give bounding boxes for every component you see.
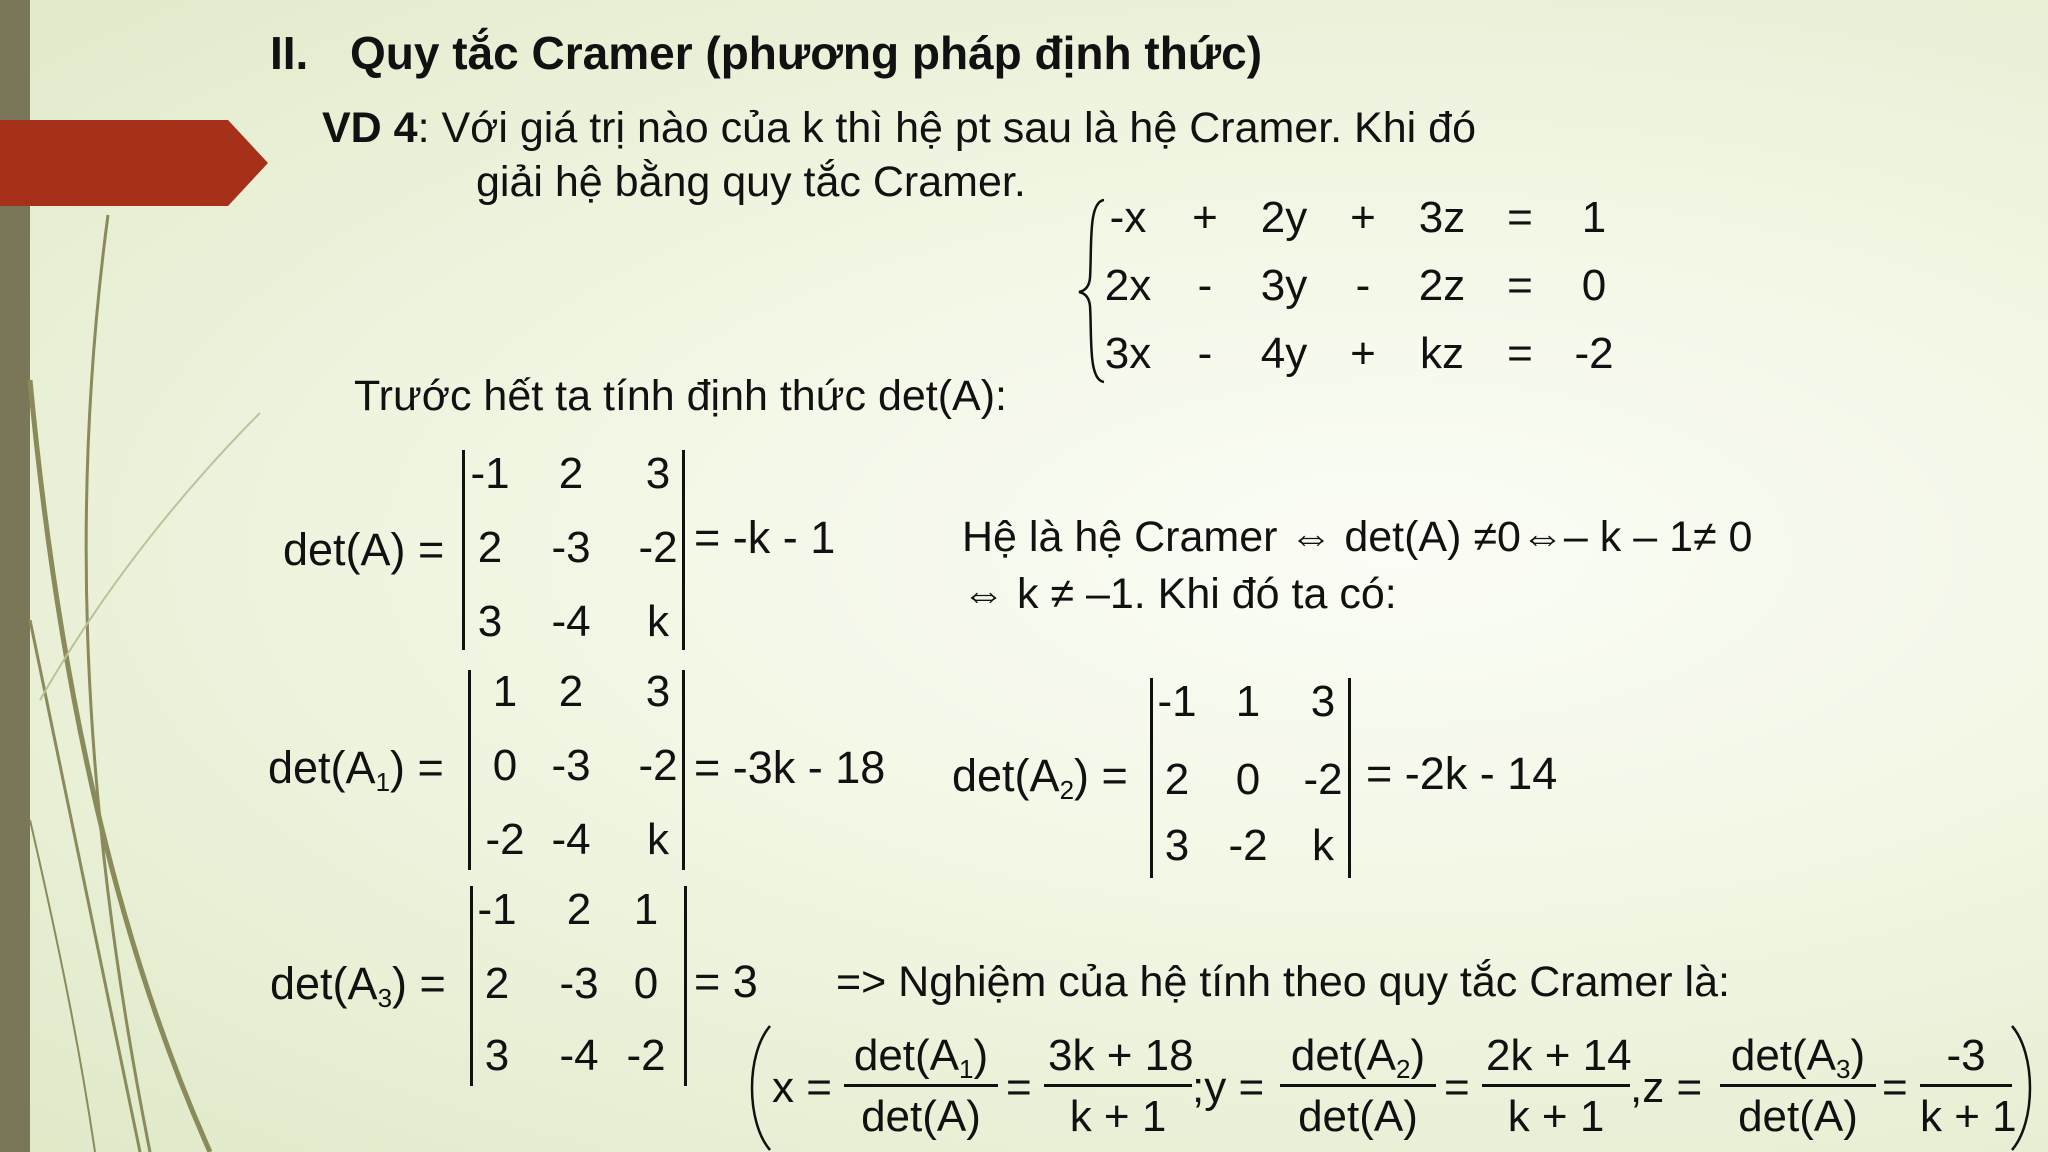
detA-cell: k [647,597,669,646]
system-cell: = [1507,193,1533,242]
detA1-cell: 0 [492,741,518,790]
system-cell: + [1192,193,1218,242]
detA-result: = -k - 1 [694,512,836,563]
detA3-cell: -1 [477,885,517,934]
intro-text: Trước hết ta tính định thức det(A): [354,372,1007,420]
system-cell: - [1197,261,1213,310]
conclusion-text: => Nghiệm của hệ tính theo quy tắc Cramer là: [836,958,1730,1006]
detA-bar-left [462,450,465,650]
detA-cell: -4 [551,597,591,646]
example-line-2: giải hệ bằng quy tắc Cramer. [476,158,1026,206]
heading-text: Quy tắc Cramer (phương pháp định thức) [350,27,1263,79]
detA3-lhs: $\det(A_3)$ = [270,958,446,1013]
detA1-lhs: $\det(A_1)$ = [268,742,444,797]
y-label: ;y = [1192,1063,1265,1112]
detA-cell: 2 [477,523,503,572]
detA1-bar-right [682,670,685,870]
detA1-cell: 2 [558,667,584,716]
system-cell: 1 [1581,193,1607,242]
system-cell: 3y [1260,261,1308,310]
example-line-1 [322,104,1476,153]
detA1-cell: k [647,815,669,864]
detA2-cell: 3 [1164,821,1190,870]
detA2-lhs: $\det(A_2)$ = [952,750,1128,805]
detA2-bar-left [1150,678,1153,878]
detA1-bar-left [468,670,471,870]
detA-cell: 3 [645,449,671,498]
x-eq: = [1006,1063,1032,1112]
detA3-cell: 1 [633,885,659,934]
x-frac-value: $\frac{3k + 18}{k + 1}$ [1044,1034,1192,1139]
y-frac-det: $\det(A_2)$ det(A) [1280,1034,1436,1139]
detA3-cell: 2 [566,885,592,934]
detA-cell: 2 [558,449,584,498]
solution-paren-left [744,1024,774,1152]
system-cell: kz [1420,329,1464,378]
system-cell: 4y [1260,329,1308,378]
detA2-cell: -2 [1228,821,1268,870]
detA-lhs: det(A) = [283,524,445,575]
detA3-bar-right [684,886,687,1086]
detA-cell: -1 [470,449,510,498]
z-frac-det: $\det(A_3)$ det(A) [1720,1034,1876,1139]
detA1-cell: -2 [485,815,525,864]
system-cell: - [1355,261,1371,310]
system-cell: 3z [1418,193,1466,242]
detA1-cell: 3 [645,667,671,716]
detA1-result: = -3k - 18 [694,742,886,793]
detA2-bar-right [1348,678,1351,878]
detA3-cell: 0 [633,959,659,1008]
detA2-cell: -1 [1157,677,1197,726]
detA3-result: = 3 [694,956,758,1007]
x-label: x = [772,1063,832,1112]
detA-cell: -3 [551,523,591,572]
detA2-cell: 0 [1235,755,1261,804]
system-cell: 3x [1104,329,1152,378]
detA3-bar-left [470,886,473,1086]
z-frac-value: $\frac{-3}{k + 1}$ [1920,1031,2017,1141]
cramer-condition-1: Hệ là hệ Cramer ⇔ det(A) ≠0⇔– k – 1≠ 0 [962,513,1753,561]
detA3-cell: 3 [484,1031,510,1080]
detA2-cell: 3 [1310,677,1336,726]
system-cell: 0 [1581,261,1607,310]
system-cell: + [1350,193,1376,242]
system-cell: 2z [1418,261,1466,310]
system-cell: -x [1109,193,1147,242]
x-frac-det: $\det(A_1)$ det(A) [844,1034,998,1139]
detA3-cell: -3 [559,959,599,1008]
system-cell: + [1350,329,1376,378]
detA1-cell: -4 [551,815,591,864]
detA3-cell: -4 [559,1031,599,1080]
detA2-cell: k [1312,821,1334,870]
detA1-cell: 1 [492,667,518,716]
z-label: ,z = [1630,1063,1703,1112]
detA-cell: -2 [638,523,678,572]
system-cell: -2 [1574,329,1614,378]
example-text-1: : Với giá trị nào của k thì hệ pt sau là hệ Cramer. Khi đó [417,104,1476,152]
heading-number: II. [270,27,309,79]
example-label: VD 4 [322,104,418,152]
y-frac-value: $\frac{2k + 14}{k + 1}$ [1482,1034,1630,1139]
system-cell: = [1507,329,1533,378]
detA1-cell: -3 [551,741,591,790]
detA2-cell: 1 [1235,677,1261,726]
detA3-cell: -2 [626,1031,666,1080]
cramer-condition-2: ⇔ k ≠ –1. Khi đó ta có: [962,570,1397,618]
y-eq: = [1444,1063,1470,1112]
detA3-cell: 2 [484,959,510,1008]
system-cell: 2x [1104,261,1152,310]
detA2-cell: -2 [1303,755,1343,804]
title-arrow-shape [0,120,268,206]
z-eq: = [1882,1063,1908,1112]
system-cell: 2y [1260,193,1308,242]
detA-bar-right [682,450,685,650]
system-cell: = [1507,261,1533,310]
detA-cell: 3 [477,597,503,646]
detA1-cell: -2 [638,741,678,790]
system-cell: - [1197,329,1213,378]
detA2-cell: 2 [1164,755,1190,804]
detA2-result: = -2k - 14 [1366,748,1558,799]
